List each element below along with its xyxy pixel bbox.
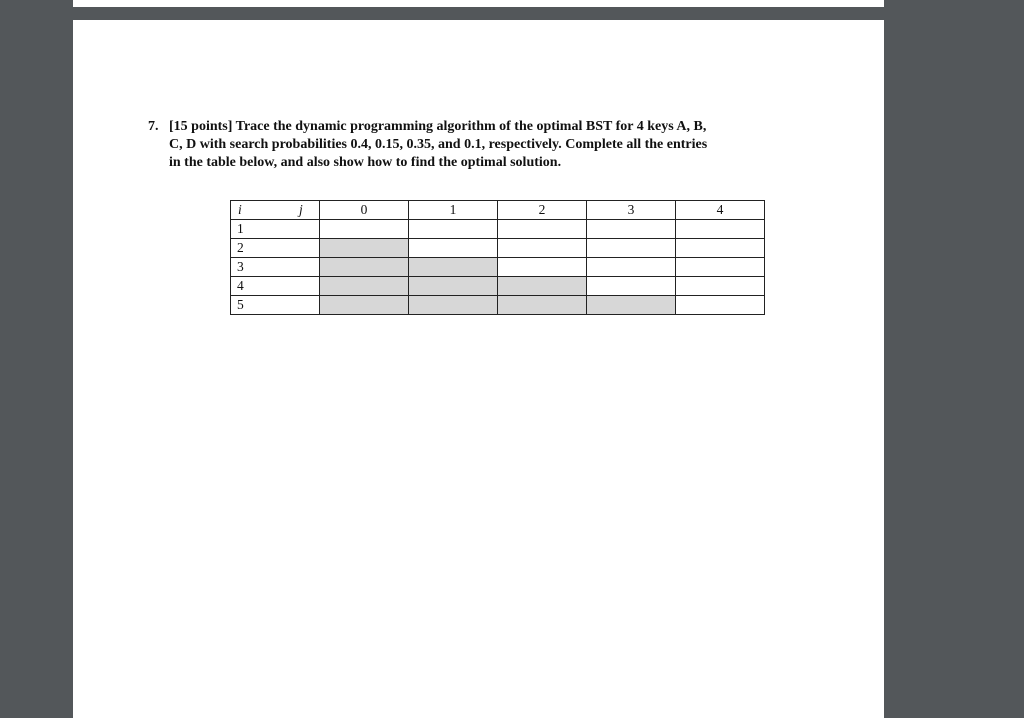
table-cell [676, 296, 765, 315]
table-cell [587, 277, 676, 296]
row-index: 5 [231, 296, 320, 315]
shaded-cell [409, 296, 498, 315]
column-header: 1 [409, 201, 498, 220]
column-header: 2 [498, 201, 587, 220]
row-index: 4 [231, 277, 320, 296]
shaded-cell [409, 277, 498, 296]
shaded-cell [587, 296, 676, 315]
document-page [73, 20, 884, 718]
table-cell [498, 239, 587, 258]
question-text: [15 points] Trace the dynamic programming algorithm of the optimal BST for 4 keys A, B, C, D with search probabilities 0.4, 0.15, 0.35, and 0.1, respectively. Complete all the entries in the table below, and also show how to find the optimal solution. [169, 119, 708, 170]
shaded-cell [320, 277, 409, 296]
table-row [231, 258, 765, 277]
shaded-cell [320, 296, 409, 315]
shaded-cell [320, 239, 409, 258]
table-row [231, 239, 765, 258]
question-number: 7. [148, 119, 159, 134]
previous-page-edge [73, 0, 884, 7]
shaded-cell [409, 258, 498, 277]
table-cell [587, 258, 676, 277]
table-cell [587, 220, 676, 239]
column-header: 0 [320, 201, 409, 220]
column-header: 3 [587, 201, 676, 220]
col-header-label: j [299, 202, 303, 217]
table-cell [676, 277, 765, 296]
corner-header-cell [231, 201, 320, 220]
question-7 [148, 118, 808, 172]
table-cell [676, 220, 765, 239]
shaded-cell [498, 296, 587, 315]
shaded-cell [498, 277, 587, 296]
table-row [231, 277, 765, 296]
table-cell [409, 239, 498, 258]
row-index: 3 [231, 258, 320, 277]
shaded-cell [320, 258, 409, 277]
table-cell [320, 220, 409, 239]
row-header-label: i [238, 202, 242, 217]
table-cell [498, 258, 587, 277]
dp-table [230, 200, 765, 315]
table-cell [587, 239, 676, 258]
table-row [231, 220, 765, 239]
table-cell [498, 220, 587, 239]
column-header: 4 [676, 201, 765, 220]
table-cell [409, 220, 498, 239]
row-index: 2 [231, 239, 320, 258]
table-cell [676, 239, 765, 258]
table-header-row [231, 201, 765, 220]
row-index: 1 [231, 220, 320, 239]
table-cell [676, 258, 765, 277]
table-row [231, 296, 765, 315]
